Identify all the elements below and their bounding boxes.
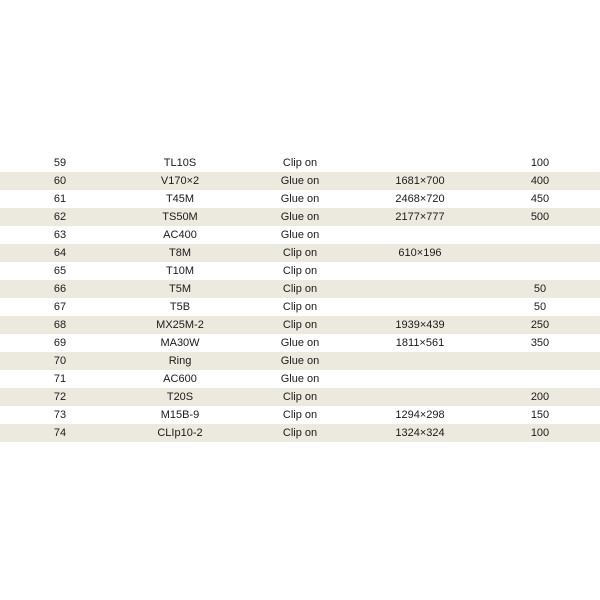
table-row (0, 334, 600, 352)
row-number-cell: 62 (53, 211, 67, 223)
size-cell: 2468×720 (395, 193, 445, 205)
quantity-cell: 500 (530, 211, 550, 223)
mount-type-cell: Glue on (280, 337, 320, 349)
size-cell: 610×196 (398, 247, 442, 259)
row-number-cell: 70 (53, 355, 67, 367)
row-number-cell: 69 (53, 337, 67, 349)
row-number-cell: 72 (53, 391, 67, 403)
table-row (0, 280, 600, 298)
quantity-cell: 100 (530, 427, 550, 439)
model-cell: T8M (169, 247, 191, 259)
model-cell: TL10S (163, 157, 197, 169)
product-table (0, 154, 600, 442)
mount-type-cell: Clip on (282, 301, 318, 313)
table-row (0, 406, 600, 424)
quantity-cell: 250 (530, 319, 550, 331)
row-number-cell: 68 (53, 319, 67, 331)
mount-type-cell: Glue on (280, 373, 320, 385)
size-cell: 1324×324 (395, 427, 445, 439)
table-row (0, 208, 600, 226)
mount-type-cell: Clip on (282, 319, 318, 331)
mount-type-cell: Glue on (280, 193, 320, 205)
table-row (0, 262, 600, 280)
mount-type-cell: Clip on (282, 391, 318, 403)
quantity-cell: 450 (530, 193, 550, 205)
mount-type-cell: Clip on (282, 409, 318, 421)
mount-type-cell: Clip on (282, 427, 318, 439)
quantity-cell: 50 (533, 283, 547, 295)
model-cell: T20S (166, 391, 194, 403)
row-number-cell: 60 (53, 175, 67, 187)
table-row (0, 172, 600, 190)
row-number-cell: 61 (53, 193, 67, 205)
row-number-cell: 73 (53, 409, 67, 421)
quantity-cell: 150 (530, 409, 550, 421)
mount-type-cell: Clip on (282, 157, 318, 169)
table-row (0, 388, 600, 406)
table-row (0, 316, 600, 334)
row-number-cell: 66 (53, 283, 67, 295)
model-cell: MA30W (160, 337, 200, 349)
row-number-cell: 64 (53, 247, 67, 259)
size-cell: 2177×777 (395, 211, 445, 223)
quantity-cell: 350 (530, 337, 550, 349)
mount-type-cell: Clip on (282, 283, 318, 295)
row-number-cell: 65 (53, 265, 67, 277)
row-number-cell: 59 (53, 157, 67, 169)
model-cell: T5B (169, 301, 191, 313)
model-cell: MX25M-2 (156, 319, 204, 331)
quantity-cell: 100 (530, 157, 550, 169)
row-number-cell: 63 (53, 229, 67, 241)
size-cell: 1811×561 (395, 337, 445, 349)
mount-type-cell: Clip on (282, 247, 318, 259)
model-cell: AC600 (163, 373, 197, 385)
model-cell: M15B-9 (160, 409, 200, 421)
table-row (0, 424, 600, 442)
model-cell: V170×2 (160, 175, 200, 187)
mount-type-cell: Glue on (280, 211, 320, 223)
size-cell: 1681×700 (395, 175, 445, 187)
mount-type-cell: Clip on (282, 265, 318, 277)
mount-type-cell: Glue on (280, 355, 320, 367)
size-cell: 1294×298 (395, 409, 445, 421)
model-cell: T10M (165, 265, 195, 277)
row-number-cell: 67 (53, 301, 67, 313)
model-cell: TS50M (162, 211, 198, 223)
quantity-cell: 50 (533, 301, 547, 313)
model-cell: T45M (165, 193, 195, 205)
model-cell: CLIp10-2 (157, 427, 203, 439)
model-cell: AC400 (163, 229, 197, 241)
row-number-cell: 71 (53, 373, 67, 385)
table-row (0, 154, 600, 172)
quantity-cell: 400 (530, 175, 550, 187)
table-row (0, 370, 600, 388)
table-row (0, 226, 600, 244)
row-number-cell: 74 (53, 427, 67, 439)
mount-type-cell: Glue on (280, 229, 320, 241)
size-cell: 1939×439 (395, 319, 445, 331)
table-row (0, 244, 600, 262)
table-row (0, 190, 600, 208)
model-cell: T5M (169, 283, 191, 295)
quantity-cell: 200 (530, 391, 550, 403)
model-cell: Ring (168, 355, 192, 367)
mount-type-cell: Glue on (280, 175, 320, 187)
table-row (0, 352, 600, 370)
table-row (0, 298, 600, 316)
